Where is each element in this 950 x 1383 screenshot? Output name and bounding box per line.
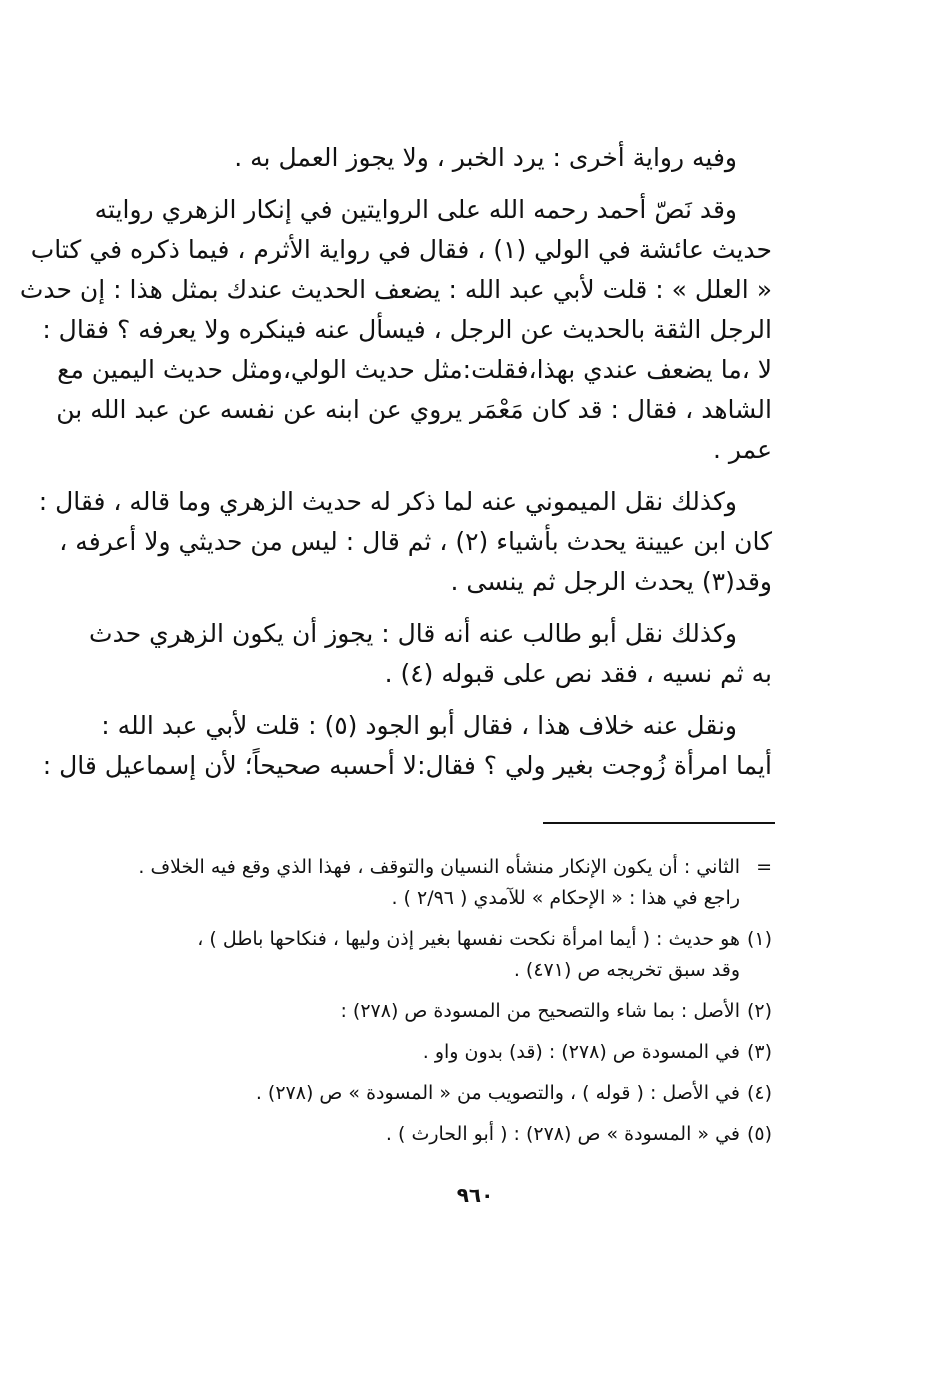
footnote-line: وقد سبق تخريجه ص (٤٧١) . [513,959,740,981]
text-line: الشاهد ، فقال : قد كان مَعْمَر يروي عن ابنه عن نفسه عن عبد الله بن [56,395,772,424]
text-line: وكذلك نقل الميموني عنه لما ذكر له حديث الزهري وما قاله ، فقال : [38,487,737,516]
footnote [132,1037,772,1068]
footnote-line: في « المسودة » ص (٢٧٨) : ( أبو الحارث ) . [385,1123,740,1145]
text-line: أيما امرأة زُوجت بغير ولي ؟ فقال:لا أحسبه صحيحاً؛ لأن إسماعيل قال : [42,751,772,780]
footnote [132,996,772,1027]
main-text [19,138,772,798]
footnote-mark: = [756,856,772,878]
footnote-mark: (٢) [746,1000,772,1022]
footnote [132,1078,772,1109]
paragraph [132,138,772,178]
footnote-line: الأصل : بما شاء والتصحيح من المسودة ص (٢٧٨) : [340,1000,740,1022]
text-line: وقد(٣) يحدث الرجل ثم ينسى . [450,567,772,596]
text-line: حديث عائشة في الولي (١) ، فقال في رواية الأثرم ، فيما ذكره في كتاب [30,235,772,264]
footnote-mark: (٣) [746,1041,772,1063]
footnote-mark: (٥) [746,1123,772,1145]
text-line: وكذلك نقل أبو طالب عنه أنه قال : يجوز أن يكون الزهري حدث [89,619,737,648]
text-line: وفيه رواية أخرى : يرد الخبر ، ولا يجوز العمل به . [234,143,737,172]
paragraph [19,190,772,470]
paragraph [89,614,772,694]
footnotes [132,852,772,1160]
text-line: « العلل » : قلت لأبي عبد الله : يضعف الحديث عندك بمثل هذا : إن حدث [19,275,772,304]
text-line: كان ابن عيينة يحدث بأشياء (٢) ، ثم قال : ليس من حديثي ولا أعرفه ، [59,527,772,556]
footnote-mark: (١) [746,928,772,950]
footnote-mark: (٤) [746,1082,772,1104]
footnote-line: في المسودة ص (٢٧٨) : (قد) بدون واو . [422,1041,740,1063]
footnote-separator [543,822,775,824]
footnote-line: هو حديث : ( أيما امرأة نكحت نفسها بغير إذن وليها ، فنكاحها باطل ) ، [197,928,740,950]
footnote-line: في الأصل : ( قوله ) ، والتصويب من « المسودة » ص (٢٧٨) . [255,1082,740,1104]
text-line: الرجل الثقة بالحديث عن الرجل ، فيسأل عنه فينكره ولا يعرفه ؟ فقال : [42,315,772,344]
footnote [132,852,772,914]
text-line: به ثم نسيه ، فقد نص على قبوله (٤) . [384,659,772,688]
paragraph [38,482,772,602]
footnote [132,1119,772,1150]
footnote-line: راجع في هذا : « الإحكام » للآمدي ( ٢/٩٦ ) . [391,887,740,909]
footnote [132,924,772,986]
text-line: لا ،ما يضعف عندي بهذا،فقلت:مثل حديث الولي،ومثل حديث اليمين مع [57,355,772,384]
text-line: عمر . [712,435,772,464]
page-number: ٩٦٠ [456,1183,494,1207]
text-line: ونقل عنه خلاف هذا ، فقال أبو الجود (٥) : قلت لأبي عبد الله : [101,711,737,740]
text-line: وقد نَصّ أحمد رحمه الله على الروايتين في إنكار الزهري روايته [94,195,737,224]
footnote-line: الثاني : أن يكون الإنكار منشأه النسيان والتوقف ، فهذا الذي وقع فيه الخلاف . [138,856,740,878]
paragraph [42,706,772,786]
